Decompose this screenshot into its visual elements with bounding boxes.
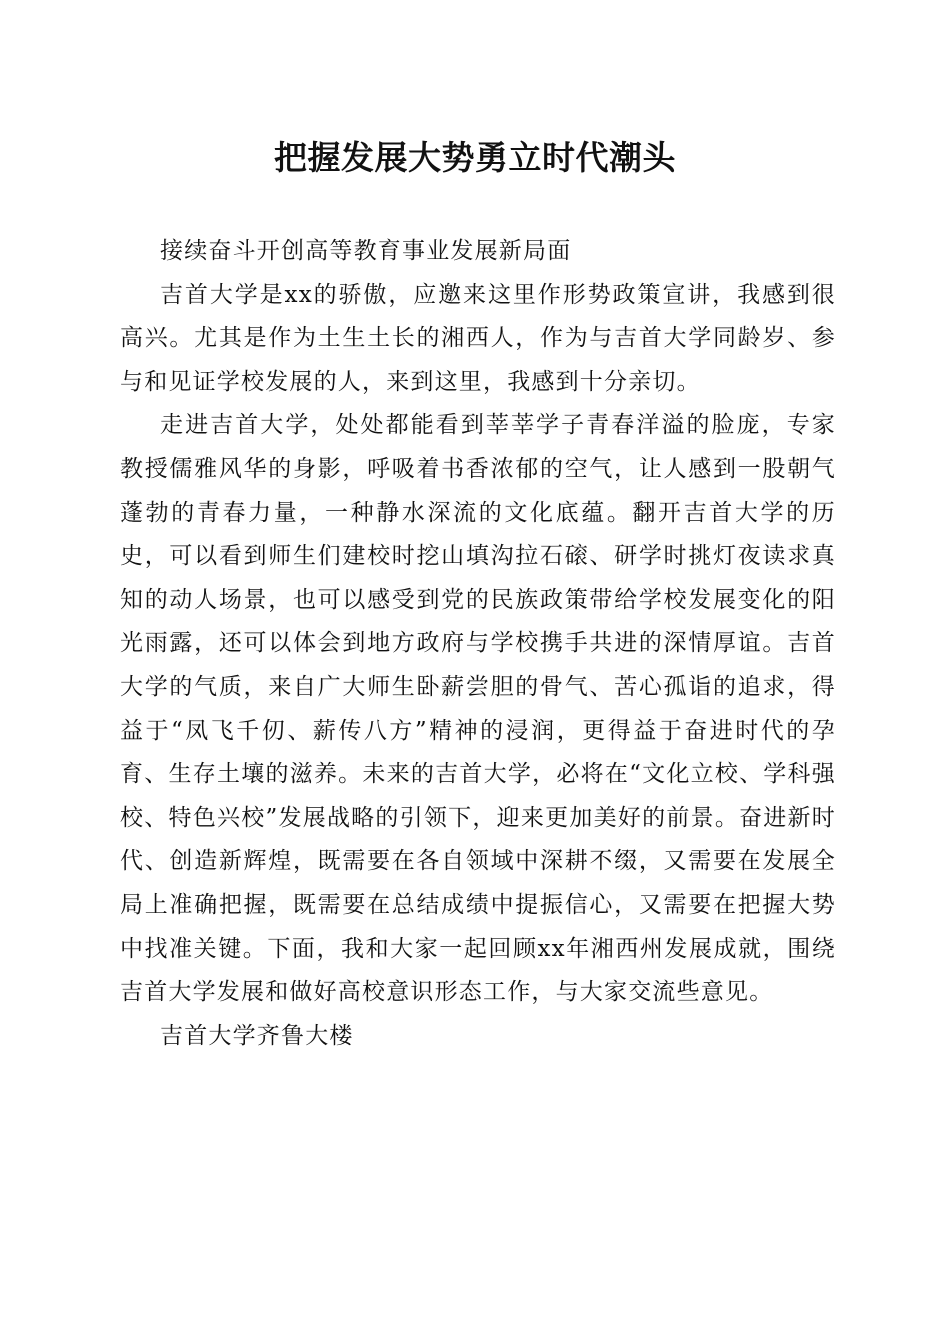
document-title: 把握发展大势勇立时代潮头: [274, 138, 676, 177]
subtitle-paragraph: 接续奋斗开创高等教育事业发展新局面: [160, 238, 572, 264]
document-body: [120, 230, 836, 1058]
caption-paragraph: 吉首大学齐鲁大楼: [160, 1022, 354, 1049]
main-paragraph: 走进吉首大学，处处都能看到莘莘学子青春洋溢的脸庞，专家教授儒雅风华的身影，呼吸着书香浓郁的空气，让人感到一股朝气蓬勃的青春力量，一种静水深流的文化底蕴。翻开吉首大学的历史，可以看到师生们建校时挖山填沟拉石磙、研学时挑灯夜读求真知的动人场景，也可以感受到党的民族政策带给学校发展变化的阳光雨露，还可以体会到地方政府与学校携手共进的深情厚谊。吉首大学的气质，来自广大师生卧薪尝胆的骨气、苦心孤诣的追求，得益于“凤飞千仞、薪传八方”精神的浸润，更得益于奋进时代的孕育、生存土壤的滋养。未来的吉首大学，必将在“文化立校、学科强校、特色兴校”发展战略的引领下，迎来更加美好的前景。奋进新时代、创造新辉煌，既需要在各自领域中深耕不缀，又需要在发展全局上准确把握，既需要在总结成绩中提振信心，又需要在把握大势中找准关键。下面，我和大家一起回顾xx年湘西州发展成就，围绕吉首大学发展和做好高校意识形态工作，与大家交流些意见。: [120, 412, 836, 1006]
intro-paragraph: 吉首大学是xx的骄傲，应邀来这里作形势政策宣讲，我感到很高兴。尤其是作为土生土长的湘西人，作为与吉首大学同龄岁、参与和见证学校发展的人，来到这里，我感到十分亲切。: [120, 281, 836, 395]
